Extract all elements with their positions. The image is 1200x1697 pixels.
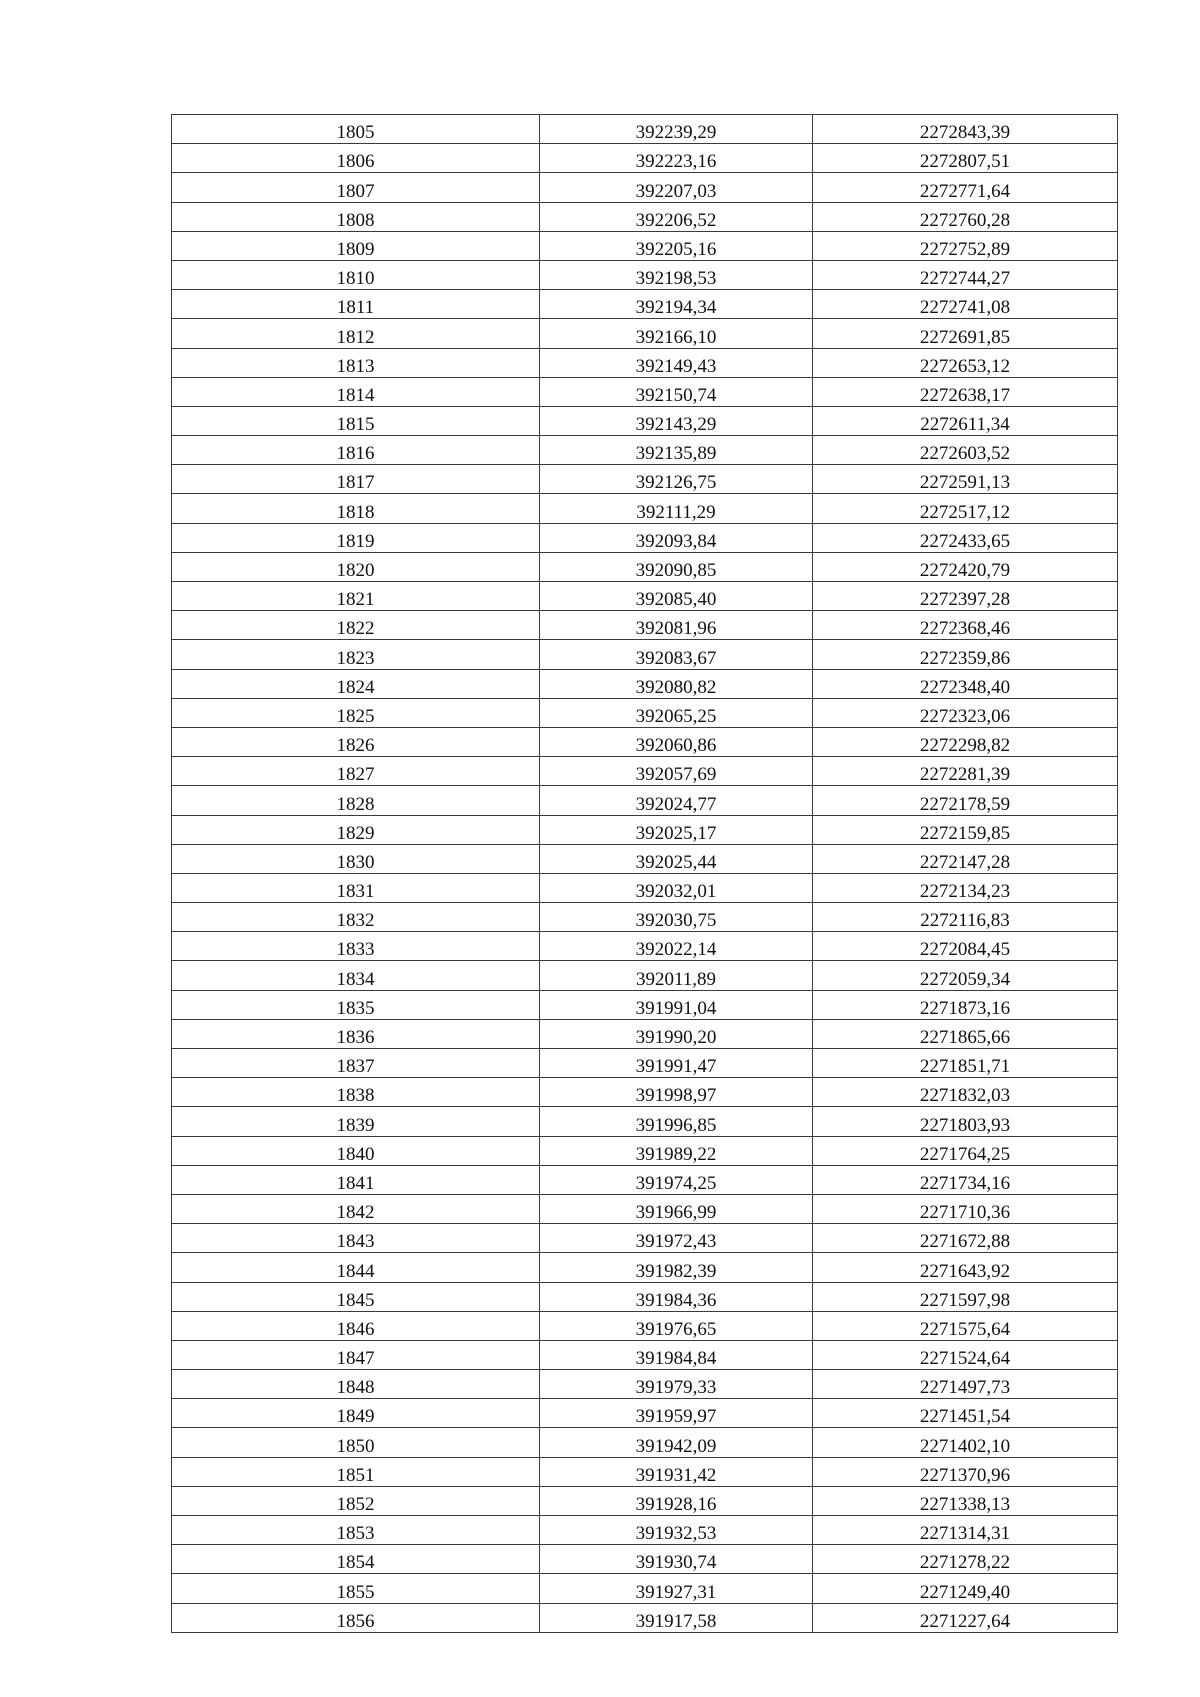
y-coordinate-cell: 2271851,71 — [813, 1049, 1118, 1078]
x-coordinate-cell: 391942,09 — [540, 1428, 813, 1457]
point-number-cell: 1819 — [172, 523, 540, 552]
table-row — [172, 436, 1118, 465]
table-row — [172, 1457, 1118, 1486]
point-number-cell: 1842 — [172, 1194, 540, 1223]
point-number-cell: 1844 — [172, 1253, 540, 1282]
y-coordinate-cell: 2272653,12 — [813, 348, 1118, 377]
table-row — [172, 1019, 1118, 1048]
y-coordinate-cell: 2272323,06 — [813, 698, 1118, 727]
x-coordinate-cell: 392239,29 — [540, 115, 813, 144]
table-row — [172, 1574, 1118, 1603]
table-row — [172, 1516, 1118, 1545]
x-coordinate-cell: 392111,29 — [540, 494, 813, 523]
point-number-cell: 1817 — [172, 465, 540, 494]
table-row — [172, 1340, 1118, 1369]
point-number-cell: 1815 — [172, 406, 540, 435]
table-row — [172, 348, 1118, 377]
point-number-cell: 1832 — [172, 903, 540, 932]
point-number-cell: 1847 — [172, 1340, 540, 1369]
x-coordinate-cell: 392149,43 — [540, 348, 813, 377]
point-number-cell: 1835 — [172, 990, 540, 1019]
x-coordinate-cell: 392057,69 — [540, 757, 813, 786]
y-coordinate-cell: 2272611,34 — [813, 406, 1118, 435]
point-number-cell: 1839 — [172, 1107, 540, 1136]
y-coordinate-cell: 2272517,12 — [813, 494, 1118, 523]
y-coordinate-cell: 2271575,64 — [813, 1311, 1118, 1340]
table-row — [172, 1428, 1118, 1457]
x-coordinate-cell: 392207,03 — [540, 173, 813, 202]
x-coordinate-cell: 392065,25 — [540, 698, 813, 727]
x-coordinate-cell: 391991,04 — [540, 990, 813, 1019]
point-number-cell: 1830 — [172, 844, 540, 873]
table-row — [172, 1078, 1118, 1107]
x-coordinate-cell: 392206,52 — [540, 202, 813, 231]
y-coordinate-cell: 2271314,31 — [813, 1516, 1118, 1545]
table-row — [172, 231, 1118, 260]
y-coordinate-cell: 2272691,85 — [813, 319, 1118, 348]
x-coordinate-cell: 391928,16 — [540, 1486, 813, 1515]
y-coordinate-cell: 2271227,64 — [813, 1603, 1118, 1632]
y-coordinate-cell: 2272603,52 — [813, 436, 1118, 465]
x-coordinate-cell: 392085,40 — [540, 582, 813, 611]
point-number-cell: 1853 — [172, 1516, 540, 1545]
table-row — [172, 144, 1118, 173]
y-coordinate-cell: 2272368,46 — [813, 611, 1118, 640]
y-coordinate-cell: 2272298,82 — [813, 727, 1118, 756]
coordinates-table-body — [172, 115, 1118, 1633]
x-coordinate-cell: 392080,82 — [540, 669, 813, 698]
table-row — [172, 377, 1118, 406]
x-coordinate-cell: 392166,10 — [540, 319, 813, 348]
coordinates-table — [171, 114, 1118, 1633]
y-coordinate-cell: 2272771,64 — [813, 173, 1118, 202]
table-row — [172, 698, 1118, 727]
y-coordinate-cell: 2271249,40 — [813, 1574, 1118, 1603]
point-number-cell: 1806 — [172, 144, 540, 173]
y-coordinate-cell: 2272591,13 — [813, 465, 1118, 494]
x-coordinate-cell: 391959,97 — [540, 1399, 813, 1428]
point-number-cell: 1846 — [172, 1311, 540, 1340]
y-coordinate-cell: 2272420,79 — [813, 552, 1118, 581]
table-row — [172, 202, 1118, 231]
y-coordinate-cell: 2271710,36 — [813, 1194, 1118, 1223]
point-number-cell: 1852 — [172, 1486, 540, 1515]
point-number-cell: 1808 — [172, 202, 540, 231]
point-number-cell: 1829 — [172, 815, 540, 844]
y-coordinate-cell: 2271524,64 — [813, 1340, 1118, 1369]
table-row — [172, 1311, 1118, 1340]
point-number-cell: 1838 — [172, 1078, 540, 1107]
point-number-cell: 1809 — [172, 231, 540, 260]
y-coordinate-cell: 2272741,08 — [813, 290, 1118, 319]
x-coordinate-cell: 391996,85 — [540, 1107, 813, 1136]
point-number-cell: 1821 — [172, 582, 540, 611]
point-number-cell: 1827 — [172, 757, 540, 786]
point-number-cell: 1848 — [172, 1370, 540, 1399]
table-row — [172, 990, 1118, 1019]
y-coordinate-cell: 2271672,88 — [813, 1224, 1118, 1253]
table-row — [172, 640, 1118, 669]
point-number-cell: 1843 — [172, 1224, 540, 1253]
y-coordinate-cell: 2272134,23 — [813, 873, 1118, 902]
x-coordinate-cell: 391932,53 — [540, 1516, 813, 1545]
x-coordinate-cell: 392024,77 — [540, 786, 813, 815]
x-coordinate-cell: 392083,67 — [540, 640, 813, 669]
table-row — [172, 1049, 1118, 1078]
point-number-cell: 1831 — [172, 873, 540, 902]
point-number-cell: 1828 — [172, 786, 540, 815]
table-row — [172, 1545, 1118, 1574]
y-coordinate-cell: 2271497,73 — [813, 1370, 1118, 1399]
point-number-cell: 1824 — [172, 669, 540, 698]
table-row — [172, 290, 1118, 319]
table-row — [172, 552, 1118, 581]
y-coordinate-cell: 2271832,03 — [813, 1078, 1118, 1107]
y-coordinate-cell: 2272116,83 — [813, 903, 1118, 932]
y-coordinate-cell: 2271873,16 — [813, 990, 1118, 1019]
y-coordinate-cell: 2272638,17 — [813, 377, 1118, 406]
table-row — [172, 815, 1118, 844]
x-coordinate-cell: 391991,47 — [540, 1049, 813, 1078]
point-number-cell: 1812 — [172, 319, 540, 348]
table-row — [172, 1486, 1118, 1515]
table-row — [172, 406, 1118, 435]
x-coordinate-cell: 392032,01 — [540, 873, 813, 902]
x-coordinate-cell: 392150,74 — [540, 377, 813, 406]
x-coordinate-cell: 391982,39 — [540, 1253, 813, 1282]
x-coordinate-cell: 391989,22 — [540, 1136, 813, 1165]
y-coordinate-cell: 2271278,22 — [813, 1545, 1118, 1574]
y-coordinate-cell: 2271451,54 — [813, 1399, 1118, 1428]
x-coordinate-cell: 392143,29 — [540, 406, 813, 435]
x-coordinate-cell: 392205,16 — [540, 231, 813, 260]
x-coordinate-cell: 391927,31 — [540, 1574, 813, 1603]
x-coordinate-cell: 392022,14 — [540, 932, 813, 961]
point-number-cell: 1826 — [172, 727, 540, 756]
y-coordinate-cell: 2272744,27 — [813, 260, 1118, 289]
point-number-cell: 1841 — [172, 1165, 540, 1194]
x-coordinate-cell: 392194,34 — [540, 290, 813, 319]
table-row — [172, 961, 1118, 990]
y-coordinate-cell: 2272752,89 — [813, 231, 1118, 260]
y-coordinate-cell: 2271764,25 — [813, 1136, 1118, 1165]
x-coordinate-cell: 392223,16 — [540, 144, 813, 173]
x-coordinate-cell: 391990,20 — [540, 1019, 813, 1048]
point-number-cell: 1822 — [172, 611, 540, 640]
x-coordinate-cell: 392090,85 — [540, 552, 813, 581]
x-coordinate-cell: 392135,89 — [540, 436, 813, 465]
x-coordinate-cell: 391984,36 — [540, 1282, 813, 1311]
table-row — [172, 611, 1118, 640]
y-coordinate-cell: 2271643,92 — [813, 1253, 1118, 1282]
x-coordinate-cell: 391974,25 — [540, 1165, 813, 1194]
table-row — [172, 465, 1118, 494]
y-coordinate-cell: 2272084,45 — [813, 932, 1118, 961]
y-coordinate-cell: 2271370,96 — [813, 1457, 1118, 1486]
table-row — [172, 757, 1118, 786]
y-coordinate-cell: 2271865,66 — [813, 1019, 1118, 1048]
x-coordinate-cell: 392093,84 — [540, 523, 813, 552]
y-coordinate-cell: 2272397,28 — [813, 582, 1118, 611]
table-row — [172, 1399, 1118, 1428]
table-row — [172, 873, 1118, 902]
point-number-cell: 1849 — [172, 1399, 540, 1428]
y-coordinate-cell: 2272281,39 — [813, 757, 1118, 786]
table-row — [172, 523, 1118, 552]
point-number-cell: 1811 — [172, 290, 540, 319]
y-coordinate-cell: 2271803,93 — [813, 1107, 1118, 1136]
y-coordinate-cell: 2271734,16 — [813, 1165, 1118, 1194]
y-coordinate-cell: 2272433,65 — [813, 523, 1118, 552]
x-coordinate-cell: 392081,96 — [540, 611, 813, 640]
table-row — [172, 903, 1118, 932]
point-number-cell: 1856 — [172, 1603, 540, 1632]
table-row — [172, 115, 1118, 144]
x-coordinate-cell: 392198,53 — [540, 260, 813, 289]
x-coordinate-cell: 392060,86 — [540, 727, 813, 756]
y-coordinate-cell: 2272348,40 — [813, 669, 1118, 698]
x-coordinate-cell: 392025,17 — [540, 815, 813, 844]
y-coordinate-cell: 2272359,86 — [813, 640, 1118, 669]
x-coordinate-cell: 391998,97 — [540, 1078, 813, 1107]
point-number-cell: 1850 — [172, 1428, 540, 1457]
x-coordinate-cell: 392030,75 — [540, 903, 813, 932]
x-coordinate-cell: 391931,42 — [540, 1457, 813, 1486]
x-coordinate-cell: 392011,89 — [540, 961, 813, 990]
table-row — [172, 844, 1118, 873]
point-number-cell: 1818 — [172, 494, 540, 523]
point-number-cell: 1810 — [172, 260, 540, 289]
y-coordinate-cell: 2272178,59 — [813, 786, 1118, 815]
table-row — [172, 727, 1118, 756]
y-coordinate-cell: 2272760,28 — [813, 202, 1118, 231]
table-row — [172, 1370, 1118, 1399]
point-number-cell: 1840 — [172, 1136, 540, 1165]
x-coordinate-cell: 392126,75 — [540, 465, 813, 494]
x-coordinate-cell: 391984,84 — [540, 1340, 813, 1369]
y-coordinate-cell: 2272147,28 — [813, 844, 1118, 873]
point-number-cell: 1816 — [172, 436, 540, 465]
x-coordinate-cell: 392025,44 — [540, 844, 813, 873]
table-row — [172, 1282, 1118, 1311]
table-row — [172, 1107, 1118, 1136]
x-coordinate-cell: 391917,58 — [540, 1603, 813, 1632]
point-number-cell: 1833 — [172, 932, 540, 961]
table-row — [172, 260, 1118, 289]
x-coordinate-cell: 391966,99 — [540, 1194, 813, 1223]
point-number-cell: 1813 — [172, 348, 540, 377]
point-number-cell: 1837 — [172, 1049, 540, 1078]
y-coordinate-cell: 2271338,13 — [813, 1486, 1118, 1515]
point-number-cell: 1805 — [172, 115, 540, 144]
table-row — [172, 319, 1118, 348]
point-number-cell: 1851 — [172, 1457, 540, 1486]
table-row — [172, 1136, 1118, 1165]
table-row — [172, 1603, 1118, 1632]
table-row — [172, 494, 1118, 523]
point-number-cell: 1814 — [172, 377, 540, 406]
table-row — [172, 932, 1118, 961]
point-number-cell: 1836 — [172, 1019, 540, 1048]
table-row — [172, 1253, 1118, 1282]
point-number-cell: 1820 — [172, 552, 540, 581]
y-coordinate-cell: 2272843,39 — [813, 115, 1118, 144]
y-coordinate-cell: 2271402,10 — [813, 1428, 1118, 1457]
point-number-cell: 1845 — [172, 1282, 540, 1311]
point-number-cell: 1825 — [172, 698, 540, 727]
x-coordinate-cell: 391930,74 — [540, 1545, 813, 1574]
y-coordinate-cell: 2272059,34 — [813, 961, 1118, 990]
table-row — [172, 582, 1118, 611]
y-coordinate-cell: 2271597,98 — [813, 1282, 1118, 1311]
point-number-cell: 1855 — [172, 1574, 540, 1603]
table-row — [172, 1194, 1118, 1223]
table-row — [172, 173, 1118, 202]
point-number-cell: 1823 — [172, 640, 540, 669]
point-number-cell: 1854 — [172, 1545, 540, 1574]
y-coordinate-cell: 2272807,51 — [813, 144, 1118, 173]
point-number-cell: 1807 — [172, 173, 540, 202]
table-row — [172, 786, 1118, 815]
table-row — [172, 1224, 1118, 1253]
point-number-cell: 1834 — [172, 961, 540, 990]
x-coordinate-cell: 391976,65 — [540, 1311, 813, 1340]
table-row — [172, 1165, 1118, 1194]
x-coordinate-cell: 391979,33 — [540, 1370, 813, 1399]
x-coordinate-cell: 391972,43 — [540, 1224, 813, 1253]
y-coordinate-cell: 2272159,85 — [813, 815, 1118, 844]
table-row — [172, 669, 1118, 698]
